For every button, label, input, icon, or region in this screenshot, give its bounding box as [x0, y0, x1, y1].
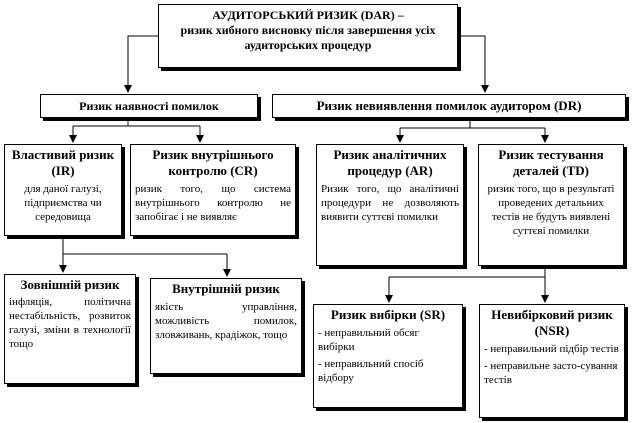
line-materiality-branch	[73, 118, 200, 126]
arrow-root-to-detection	[458, 36, 485, 92]
root-subtitle: ризик хибного висновку після завершення усіх аудиторських процедур	[180, 23, 436, 52]
external-risk-title: Зовнішній ризик	[20, 277, 120, 292]
external-risk-desc: інфляція, політична нестабільність, розвиток галузі, зміни в технології тощо	[9, 296, 131, 350]
control-risk-box	[130, 144, 296, 236]
detection-risk-box	[272, 94, 626, 118]
inherent-risk-box	[4, 144, 122, 236]
arrow-root-to-materiality	[128, 36, 158, 92]
tod-risk-box	[478, 144, 624, 266]
sampling-risk-box	[313, 304, 463, 408]
internal-risk-box	[150, 278, 302, 374]
analytical-risk-title: Ризик аналітичних процедур (AR)	[333, 147, 447, 178]
nonsampling-risk-item: - неправильне засто-сування тестів	[484, 360, 618, 386]
root-box	[158, 4, 458, 68]
nonsampling-risk-item: - неправильний підбір тестів	[484, 343, 619, 355]
sampling-risk-title: Ризик вибірки (SR)	[330, 307, 446, 322]
tod-risk-desc: ризик того, що в результаті проведених детальних тестів не будуть виявлені суттєві помилки	[487, 183, 615, 237]
external-risk-box	[4, 274, 136, 384]
analytical-risk-box	[316, 144, 464, 266]
nonsampling-risk-title: Невибірковий ризик (NSR)	[491, 307, 613, 338]
sampling-risk-item: - неправильний спосіб відбору	[318, 358, 424, 384]
detection-risk-label: Ризик невиявлення помилок аудитором (DR)	[316, 98, 582, 113]
control-risk-desc: ризик того, що система внутрішнього контролю не запобігає і не виявляє	[135, 183, 291, 223]
inherent-risk-title: Властивий ризик (IR)	[11, 147, 115, 178]
control-risk-title: Ризик внутрішнього контролю (CR)	[152, 147, 274, 178]
materiality-risk-box	[40, 94, 258, 118]
analytical-risk-desc: Ризик того, що аналітичні процедури не дозволяють виявити суттєві помилки	[321, 183, 459, 223]
sampling-risk-list	[318, 326, 458, 385]
inherent-risk-desc: для даної галузі, підприємства чи середовища	[24, 183, 102, 223]
tod-risk-title: Ризик тестування деталей (TD)	[498, 147, 604, 178]
line-detection-branch	[400, 118, 545, 128]
root-title: АУДИТОРСЬКИЙ РИЗИК (DAR) –	[212, 8, 404, 22]
nonsampling-risk-box	[479, 304, 625, 418]
sampling-risk-item: - неправильний обсяг вибірки	[318, 327, 419, 353]
internal-risk-desc: якість управління, можливість помилок, зловживань, крадіжок, тощо	[155, 301, 297, 341]
nonsampling-risk-list	[484, 342, 620, 387]
materiality-risk-label: Ризик наявності помилок	[79, 99, 219, 113]
line-tod-branch	[389, 266, 545, 302]
line-inherent-branch	[63, 236, 227, 254]
internal-risk-title: Внутрішній ризик	[172, 281, 280, 296]
